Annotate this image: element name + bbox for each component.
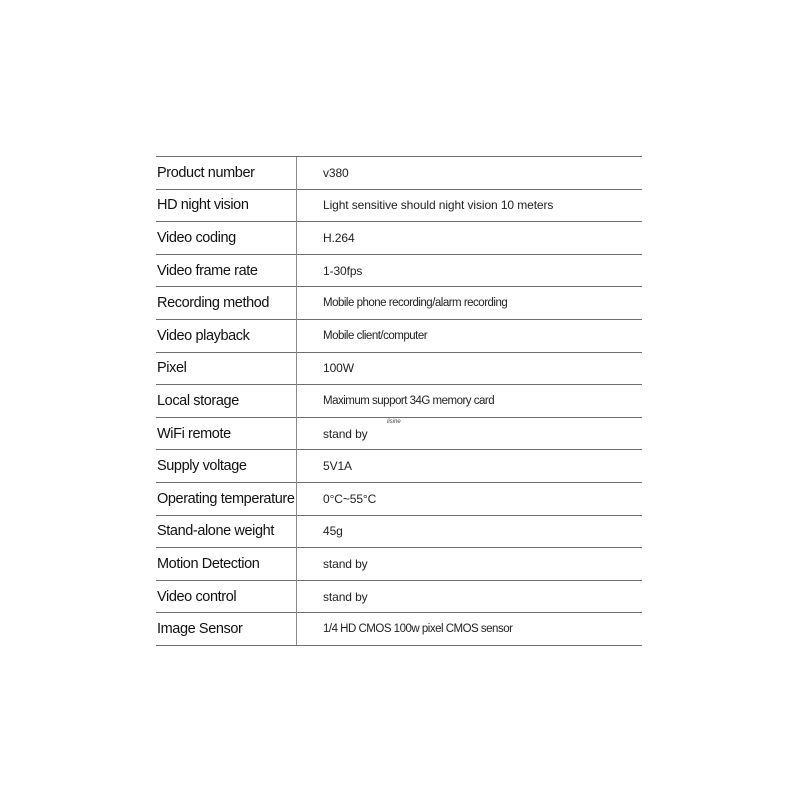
spec-label: Video coding <box>156 222 297 255</box>
spec-value: 100W <box>297 352 643 385</box>
spec-label: HD night vision <box>156 189 297 222</box>
spec-value: stand by <box>297 580 643 613</box>
spec-value: Mobile phone recording/alarm recording <box>297 287 643 320</box>
spec-value: H.264 <box>297 222 643 255</box>
table-row <box>156 450 642 483</box>
table-row <box>156 482 642 515</box>
spec-value: 1/4 HD CMOS 100w pixel CMOS sensor <box>297 613 643 646</box>
spec-value-cell <box>297 417 643 450</box>
table-row <box>156 580 642 613</box>
table-row <box>156 287 642 320</box>
spec-value: 5V1A <box>297 450 643 483</box>
spec-value: stand by <box>323 426 368 441</box>
table-row <box>156 548 642 581</box>
table-row <box>156 417 642 450</box>
table-row <box>156 319 642 352</box>
spec-label: Local storage <box>156 385 297 418</box>
spec-label: WiFi remote <box>156 417 297 450</box>
spec-value: stand by <box>297 548 643 581</box>
spec-label: Video control <box>156 580 297 613</box>
spec-label: Supply voltage <box>156 450 297 483</box>
spec-label: Operating temperature <box>156 482 297 515</box>
table-row <box>156 352 642 385</box>
spec-table <box>156 156 642 646</box>
table-row <box>156 222 642 255</box>
spec-label: Video playback <box>156 319 297 352</box>
spec-value: Maximum support 34G memory card <box>297 385 643 418</box>
spec-label: Video frame rate <box>156 254 297 287</box>
table-row <box>156 254 642 287</box>
table-row <box>156 189 642 222</box>
spec-label: Pixel <box>156 352 297 385</box>
spec-value: Mobile client/computer <box>297 319 643 352</box>
table-row <box>156 157 642 190</box>
spec-value: 1-30fps <box>297 254 643 287</box>
spec-label: Recording method <box>156 287 297 320</box>
table-row <box>156 613 642 646</box>
spec-label: Product number <box>156 157 297 190</box>
table-row <box>156 385 642 418</box>
tiny-mark: lisine <box>387 418 401 425</box>
table-row <box>156 515 642 548</box>
spec-label: Motion Detection <box>156 548 297 581</box>
spec-value: 45g <box>297 515 643 548</box>
spec-label: Image Sensor <box>156 613 297 646</box>
spec-value: 0°C~55°C <box>297 482 643 515</box>
spec-value: Light sensitive should night vision 10 meters <box>297 189 643 222</box>
spec-label: Stand-alone weight <box>156 515 297 548</box>
spec-value: v380 <box>297 157 643 190</box>
